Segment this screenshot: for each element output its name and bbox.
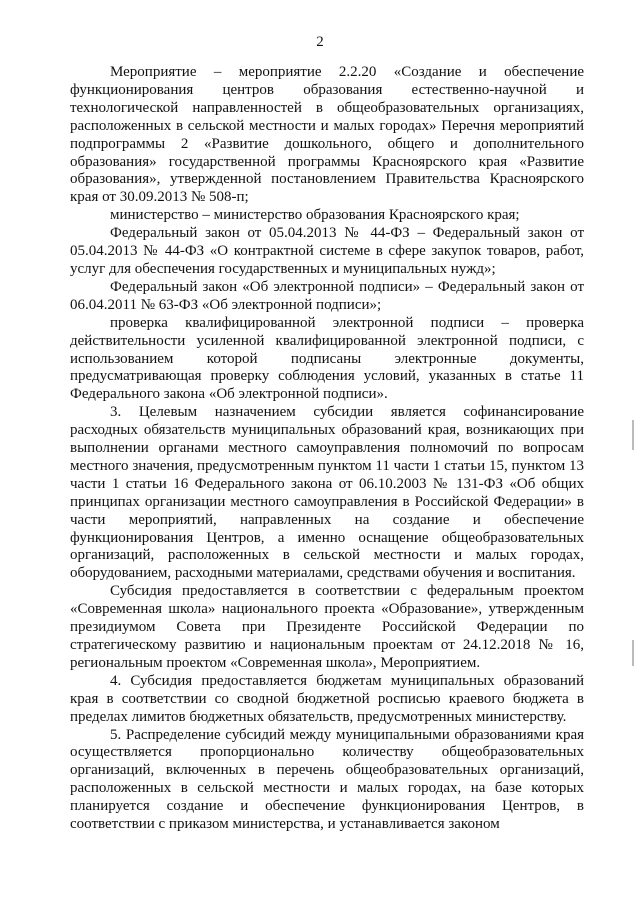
paragraph-definition-ministry: министерство – министерство образования Красноярского края; [110, 207, 520, 224]
paragraph-definition-law-44fz: Федеральный закон от 05.04.2013 № 44-ФЗ – Федеральный закон от 05.04.2013 № 44-ФЗ «О контрактной системе в сфере закупок товаров, работ, услуг для обеспечения государственных и муниципальных нужд»; [70, 225, 584, 277]
paragraph-section-3: 3. Целевым назначением субсидии является софинансирование расходных обязательств муниципальных образований края, возникающих при выполнении органами местного самоуправления полномочий по вопросам местного значения, предусмотренным пунктом 11 части 1 статьи 15, пунктом 13 части 1 статьи 16 Федерального закона от 06.10.2003 № 131-ФЗ «Об общих принципах организации местного самоуправления в Российской Федерации» в части мероприятий, направленных на создание и обеспечение функционирования Центров, а именно оснащение общеобразовательных организаций, расположенных в сельской местности и малых городах, оборудованием, расходными материалами, средствами обучения и воспитания. [70, 404, 584, 582]
document-body [70, 64, 584, 834]
paragraph-section-5: 5. Распределение субсидий между муниципальными образованиями края осуществляется пропорционально количеству общеобразовательных организаций, включенных в перечень общеобразовательных организаций, расположенных в сельской местности и малых городах, на базе которых планируется создание и обеспечение функционирования Центров, в соответствии с приказом министерства, и устанавливается законом [70, 726, 584, 833]
paragraph-definition-signature-check: проверка квалифицированной электронной подписи – проверка действительности усиленной квалифицированной электронной подписи, с использованием которой подписаны электронные документы, предусматривающая проверку соблюдения условий, указанных в статье 11 Федерального закона «Об электронной подписи». [70, 314, 584, 403]
paragraph-definition-event: Мероприятие – мероприятие 2.2.20 «Создание и обеспечение функционирования центров образования естественно-научной и технологической направленностей в общеобразовательных организациях, расположенных в сельской местности и малых городах» Перечня мероприятий подпрограммы 2 «Развитие дошкольного, общего и дополнительного образования» государственной программы Красноярского края «Развитие образования», утвержденной постановлением Правительства Красноярского края от 30.09.2013 № 508-п; [70, 64, 584, 206]
page-number: 2 [316, 34, 324, 50]
scan-edge-mark [632, 420, 634, 450]
paragraph-section-4: 4. Субсидия предоставляется бюджетам муниципальных образований края в соответствии со сводной бюджетной росписью краевого бюджета в пределах лимитов бюджетных обязательств, предусмотренных министерству. [70, 672, 584, 725]
paragraph-subsidy-basis: Субсидия предоставляется в соответствии с федеральным проектом «Современная школа» национального проекта «Образование», утвержденным президиумом Совета при Президенте Российской Федерации по стратегическому развитию и национальным проектам от 24.12.2018 № 16, региональным проектом «Современная школа», Мероприятием. [70, 583, 584, 671]
scan-edge-mark [632, 640, 634, 666]
paragraph-definition-e-signature-law: Федеральный закон «Об электронной подписи» – Федеральный закон от 06.04.2011 № 63-ФЗ «Об электронной подписи»; [70, 278, 584, 313]
